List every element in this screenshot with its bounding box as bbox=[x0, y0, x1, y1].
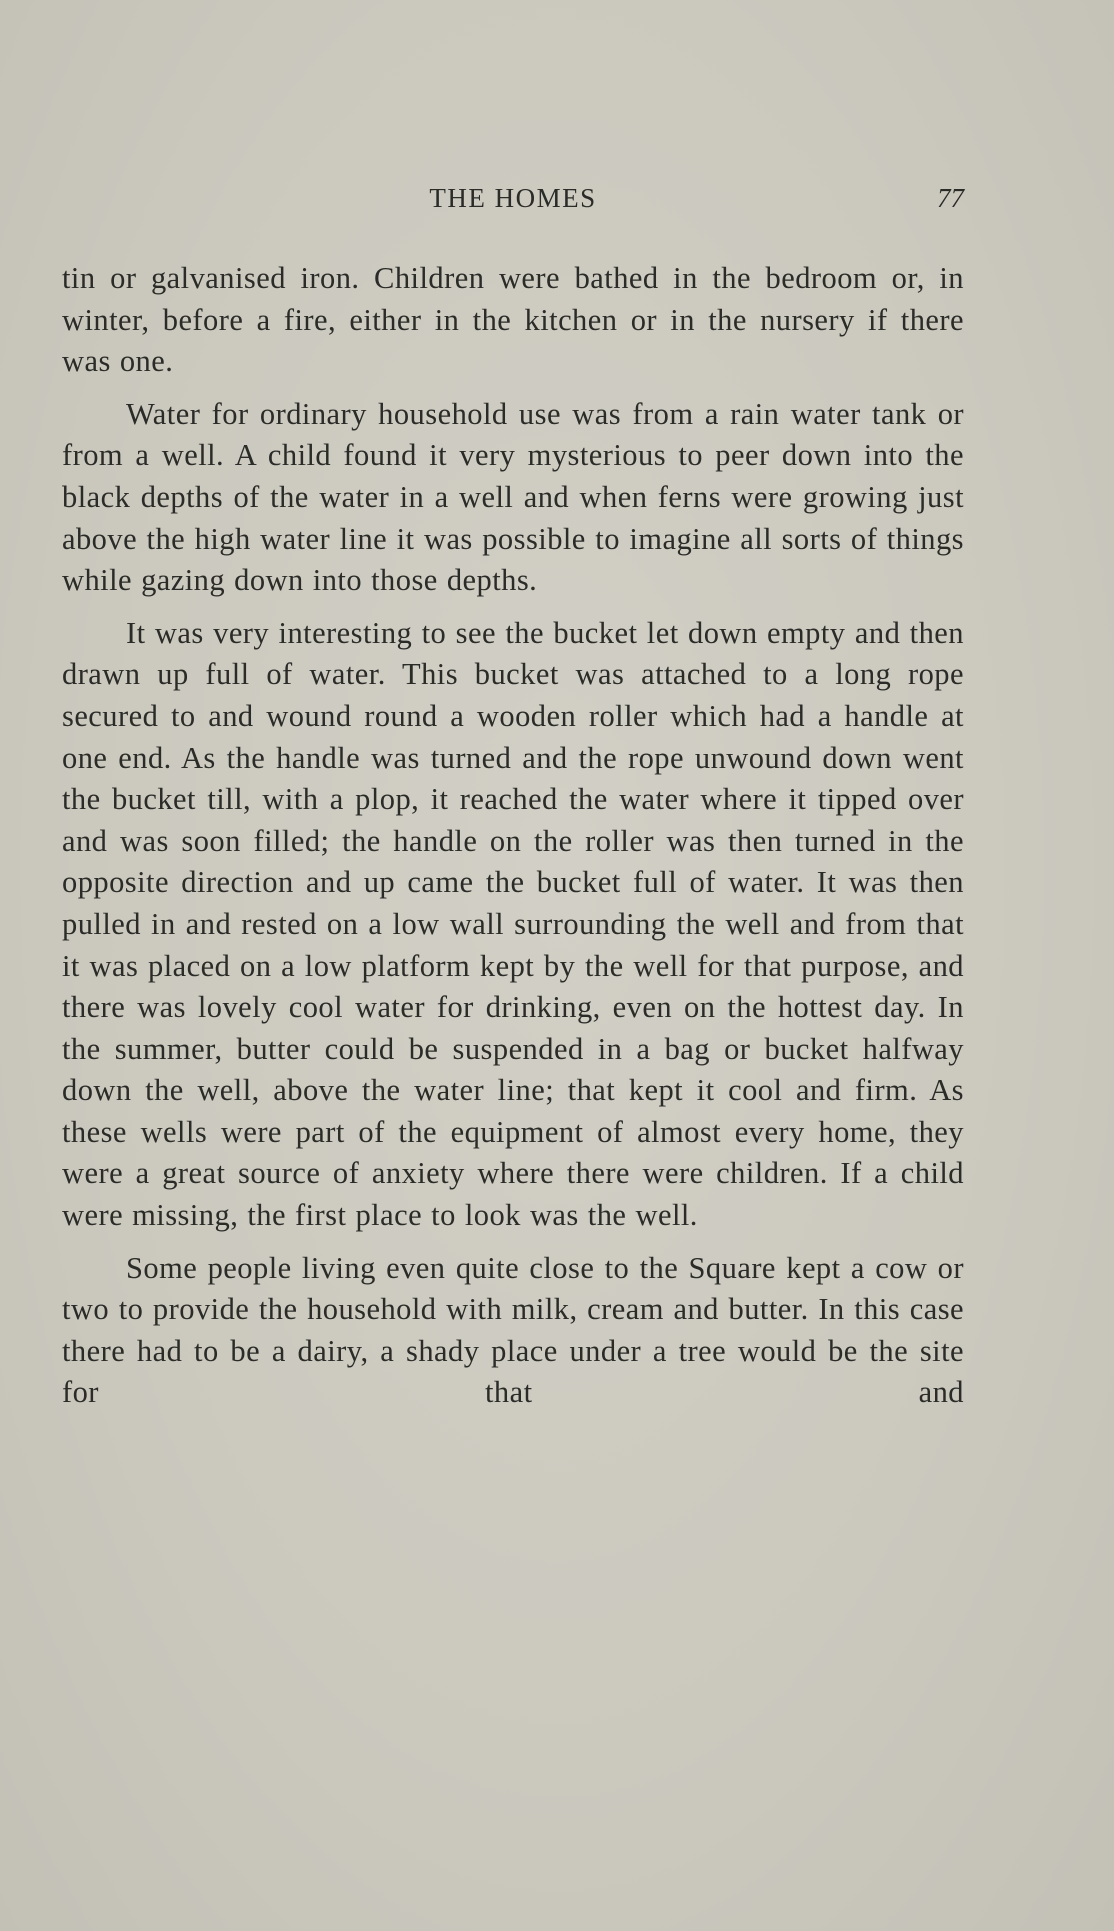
running-title: THE HOMES bbox=[429, 183, 597, 213]
paragraph-2: Water for ordinary household use was from a rain water tank or from a well. A child found it very mysterious to peer down into the black depths of the water in a well and when ferns were growing just above the high water line it was possible to imagine all sorts of things while gazing down into those depths. bbox=[62, 396, 964, 598]
paragraph-4: Some people living even quite close to the Square kept a cow or two to provide the household with milk, cream and butter. In this case there had to be a dairy, a shady place under a tree would be the site for that and bbox=[62, 1250, 964, 1410]
page-number: 77 bbox=[937, 183, 964, 213]
body-text bbox=[62, 258, 964, 1414]
paragraph-1: tin or galvanised iron. Children were bathed in the bedroom or, in winter, before a fire, either in the kitchen or in the nursery if there was one. bbox=[62, 261, 964, 379]
running-head bbox=[62, 178, 964, 218]
paragraph-3: It was very interesting to see the bucket let down empty and then drawn up full of water. This bucket was attached to a long rope secured to and wound round a wooden roller which had a handle at one end. As the handle was turned and the rope unwound down went the bucket till, with a plop, it reached the water where it tipped over and was soon filled; the handle on the roller was then turned in the opposite direction and up came the bucket full of water. It was then pulled in and rested on a low wall surrounding the well and from that it was placed on a low platform kept by the well for that purpose, and there was lovely cool water for drinking, even on the hottest day. In the summer, butter could be suspended in a bag or bucket halfway down the well, above the water line; that kept it cool and firm. As these wells were part of the equipment of almost every home, they were a great source of anxiety where there were children. If a child were missing, the first place to look was the well. bbox=[62, 615, 964, 1233]
